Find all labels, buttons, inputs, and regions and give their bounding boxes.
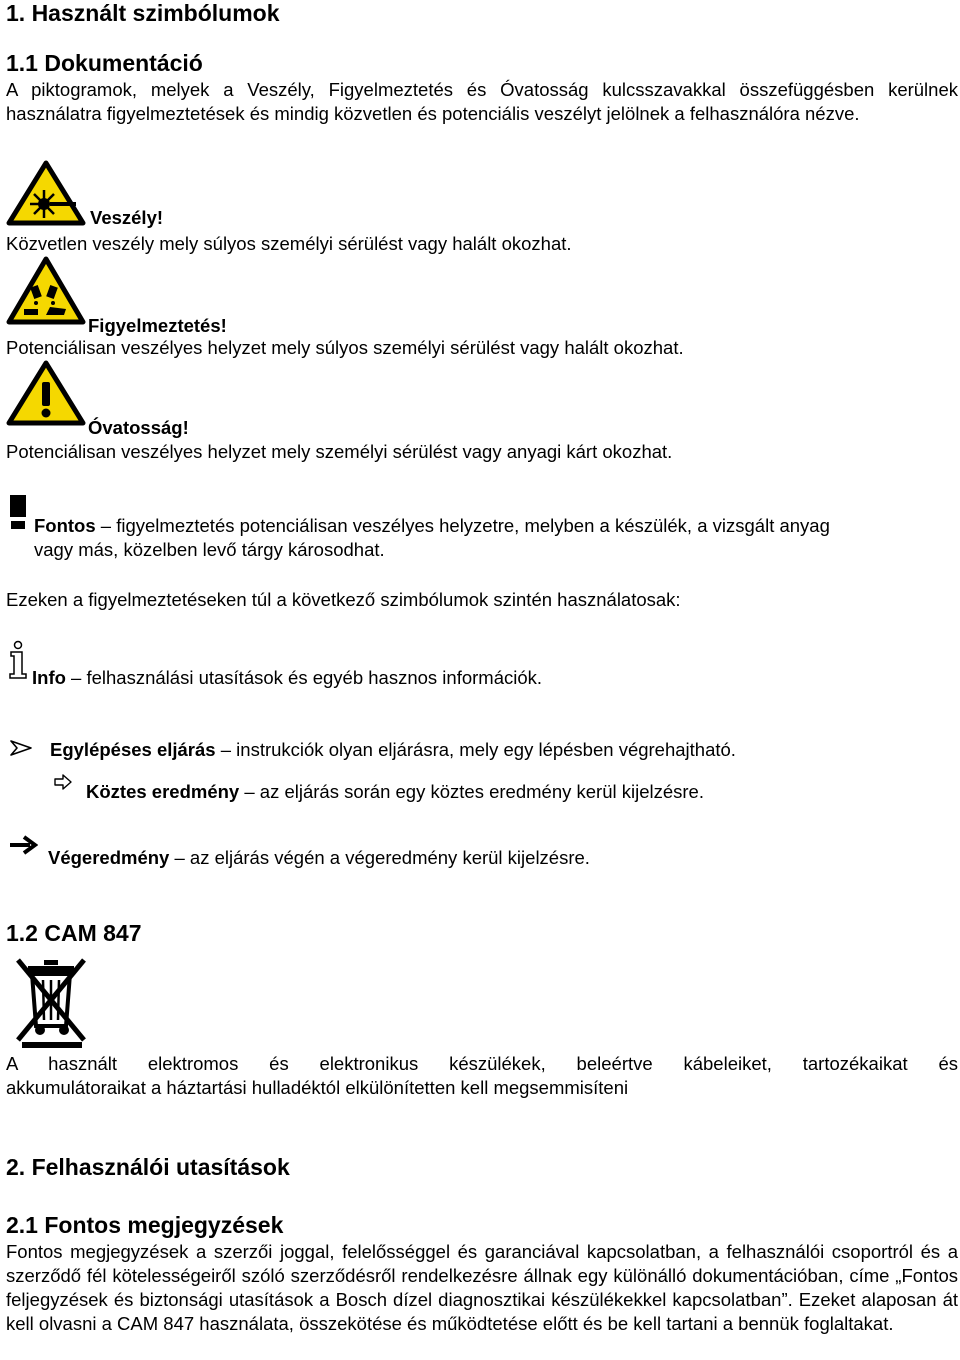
info-term: Info [32,667,66,688]
section-1-2-heading: 1.2 CAM 847 [6,920,142,946]
info-icon [6,640,30,680]
laser-radiation-warning-icon [6,160,86,226]
corrosive-warning-icon [6,256,86,326]
single-step-term: Egylépéses eljárás [50,739,216,760]
final-line [48,846,590,870]
important-line-2: vagy más, közelben levő tárgy károsodhat. [34,539,385,560]
intermediate-text: az eljárás során egy köztes eredmény kerül kijelzésre. [259,781,704,802]
single-step-line [50,738,736,762]
crossed-out-wheelie-bin-icon [14,956,90,1048]
exclamation-warning-icon [6,360,86,426]
important-text-1: figyelmeztetés potenciálisan veszélyes helyzetre, melyben a készülék, a vizsgált anyag [116,515,830,536]
exclamation-icon [8,494,28,530]
section-1-1-heading: 1.1 Dokumentáció [6,50,203,76]
info-text: felhasználási utasítások és egyéb hasznos információk. [86,667,543,688]
important-notes-paragraph: Fontos megjegyzések a szerzői joggal, felelősséggel és garanciával kapcsolatban, a felhasználói csoportról és a szerződő fél kötelességeiről szóló szerződésről rendelkezésre állnak egy különálló dokumentációban, címe „Fontos feljegyzések és biztonsági utasítások a Bosch dízel diagnosztikai készülékekkel kapcsolatban”. Ezeket alaposan át kell olvasni a CAM 847 használata, összekötése és működtetése előtt és be kell tartani a bennük foglaltakat. [6,1241,958,1334]
section-1-heading: 1. Használt szimbólumok [6,0,280,26]
weee-text-line-2: akkumulátoraikat a háztartási hulladéktól elkülönítetten kell megsemmisíteni [6,1077,629,1098]
final-text: az eljárás végén a végeredmény kerül kijelzésre. [189,847,590,868]
warning-title: Figyelmeztetés! [88,315,227,336]
section-2-1-heading: 2.1 Fontos megjegyzések [6,1212,284,1238]
section-2-heading: 2. Felhasználói utasítások [6,1154,290,1180]
danger-text: Közvetlen veszély mely súlyos személyi sérülést vagy halált okozhat. [6,233,572,254]
important-dash: – [100,515,112,536]
weee-text-line-1: A használt elektromos és elektronikus készülékek, beleértve kábeleiket, tartozékaikat és [6,1053,958,1074]
intermediate-term: Köztes eredmény [86,781,240,802]
info-dash: – [71,667,82,688]
single-step-text: instrukciók olyan eljárásra, mely egy lépésben végrehajtható. [236,739,736,760]
caution-text: Potenciálisan veszélyes helyzet mely személyi sérülést vagy anyagi kárt okozhat. [6,441,673,462]
other-symbols-text: Ezeken a figyelmeztetéseken túl a következő szimbólumok szintén használatosak: [6,589,681,610]
important-line-1 [34,514,830,538]
caution-title: Óvatosság! [88,417,189,438]
info-line [32,666,542,690]
bold-arrow-icon [8,834,38,856]
final-term: Végeredmény [48,847,170,868]
intermediate-dash: – [244,781,255,802]
hollow-arrow-icon [54,774,72,790]
arrowhead-bullet-icon [10,740,32,756]
intro-paragraph: A piktogramok, melyek a Veszély, Figyelmeztetés és Óvatosság kulcsszavakkal összefüggésben kerülnek használatra figyelmeztetések és mindig közvetlen és potenciális veszélyt jelölnek a felhasználóra nézve. [6,79,958,124]
warning-text: Potenciálisan veszélyes helyzet mely súlyos személyi sérülést vagy halált okozhat. [6,337,684,358]
danger-title: Veszély! [90,207,164,228]
final-dash: – [174,847,185,868]
intermediate-line [86,780,704,804]
important-term: Fontos [34,515,96,536]
single-step-dash: – [220,739,232,760]
